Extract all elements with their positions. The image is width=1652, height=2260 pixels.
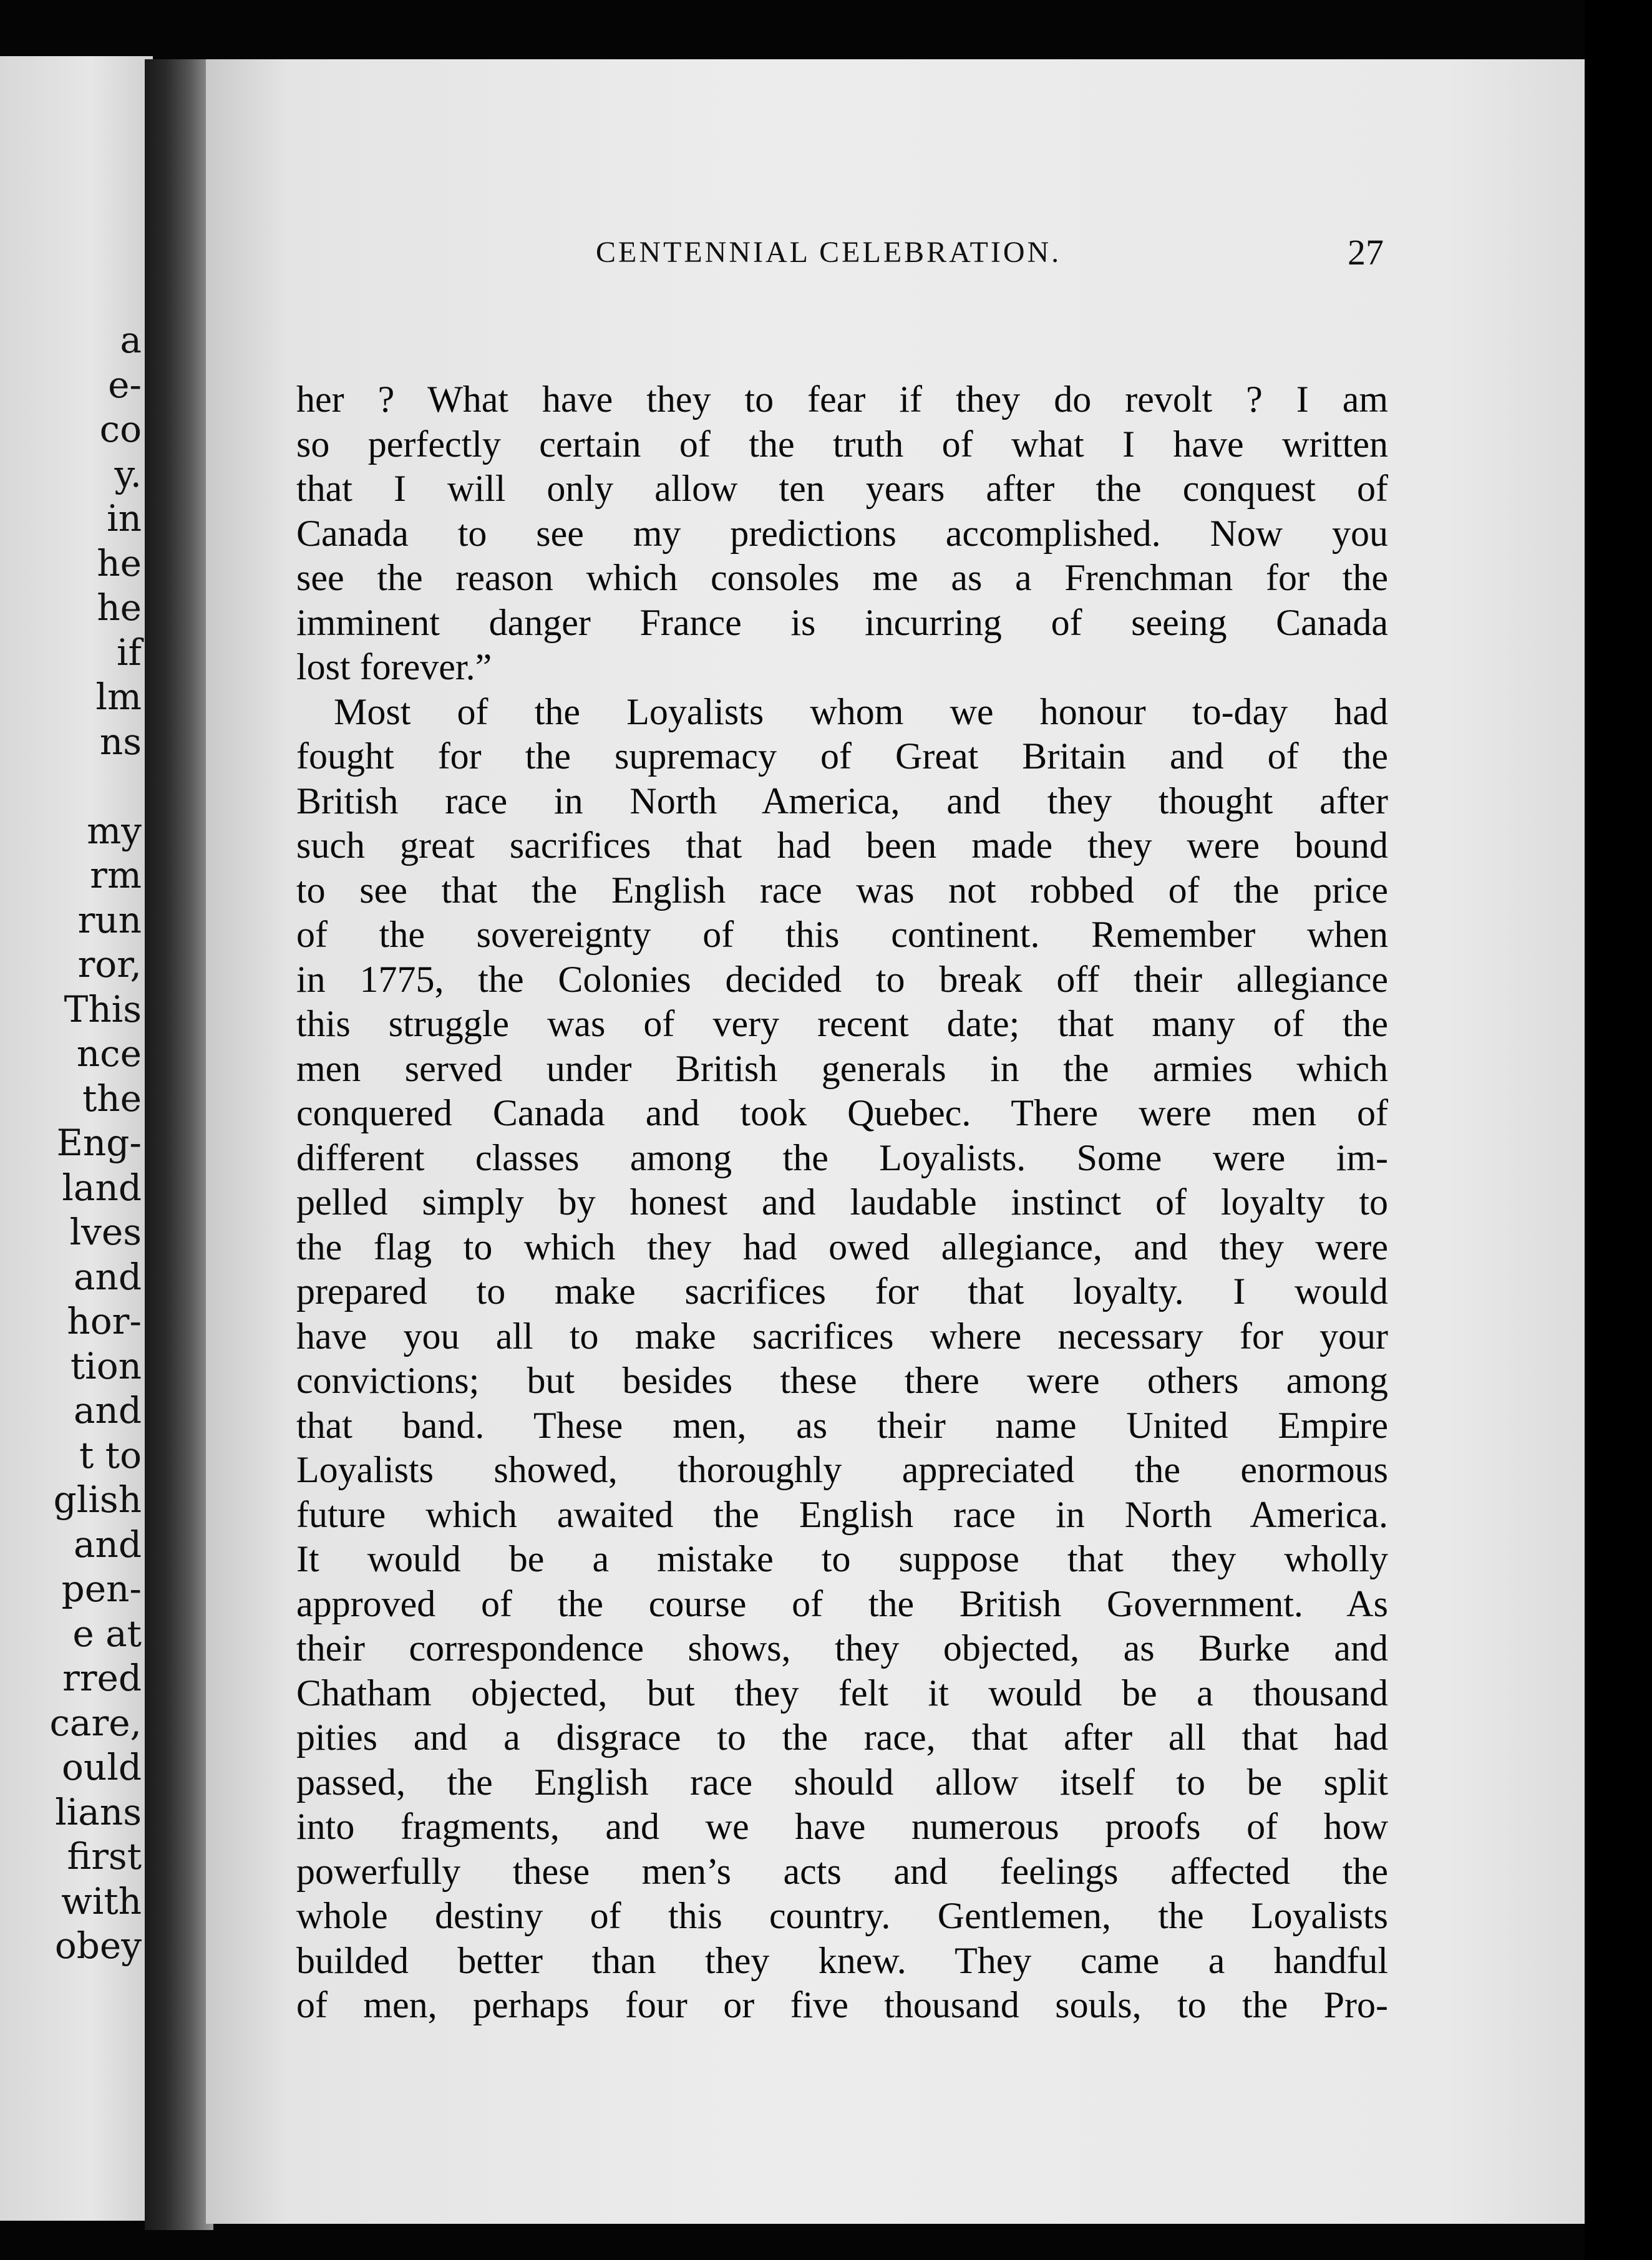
text-line: pities and a disgrace to the race, that after all that had xyxy=(296,1717,1388,1758)
facing-line: and xyxy=(73,1523,142,1566)
text-line: imminent danger France is incurring of seeing Canada xyxy=(296,601,1388,643)
facing-line: e at xyxy=(72,1612,142,1655)
facing-line: ns xyxy=(99,720,142,763)
facing-line: obey xyxy=(54,1924,142,1967)
text-line: into fragments, and we have numerous proofs of how xyxy=(296,1806,1388,1847)
text-line: the flag to which they had owed allegiance, and they were xyxy=(296,1226,1388,1268)
facing-line: with xyxy=(61,1879,142,1923)
facing-line: in xyxy=(107,497,142,540)
running-head xyxy=(206,228,1585,278)
facing-line: lves xyxy=(69,1211,142,1253)
facing-line: y. xyxy=(114,452,142,495)
facing-line: t to xyxy=(79,1433,142,1477)
book-gutter-shadow xyxy=(145,59,213,2230)
text-line: Loyalists showed, thoroughly appreciated the enormous xyxy=(296,1449,1388,1490)
facing-line: lm xyxy=(95,676,142,718)
facing-line: ror, xyxy=(77,943,142,986)
text-line: of the sovereignty of this continent. Remember when xyxy=(296,914,1388,955)
facing-line: nce xyxy=(76,1032,142,1075)
facing-line: he xyxy=(97,586,142,629)
text-line: that band. These men, as their name United Empire xyxy=(296,1404,1388,1446)
text-line: to see that the English race was not robbed of the price xyxy=(296,869,1388,911)
facing-line: first xyxy=(67,1835,142,1878)
facing-line xyxy=(49,764,142,809)
text-line: her ? What have they to fear if they do revolt ? I am xyxy=(296,379,1388,420)
text-line: approved of the course of the British Government. As xyxy=(296,1583,1388,1624)
text-line: powerfully these men’s acts and feelings affected the xyxy=(296,1850,1388,1892)
facing-line: co xyxy=(99,408,142,450)
text-line: men served under British generals in the armies which xyxy=(296,1047,1388,1089)
text-line: such great sacrifices that had been made they were bound xyxy=(296,825,1388,866)
text-line: fought for the supremacy of Great Britain and of the xyxy=(296,735,1388,777)
text-line: It would be a mistake to suppose that they wholly xyxy=(296,1538,1388,1579)
text-line: in 1775, the Colonies decided to break off their allegiance xyxy=(296,958,1388,1000)
facing-line: if xyxy=(116,631,142,674)
text-line: future which awaited the English race in North America. xyxy=(296,1493,1388,1535)
text-line: that I will only allow ten years after the conquest of xyxy=(296,468,1388,509)
facing-page-text xyxy=(49,318,142,1969)
text-line: so perfectly certain of the truth of what I have written xyxy=(296,423,1388,465)
running-title: CENTENNIAL CELEBRATION. xyxy=(596,236,1062,269)
facing-line: lians xyxy=(55,1790,142,1833)
text-line: their correspondence shows, they objected, as Burke and xyxy=(296,1627,1388,1669)
text-line: lost forever.” xyxy=(296,646,492,687)
text-line: convictions; but besides these there were others among xyxy=(296,1360,1388,1401)
text-line: prepared to make sacrifices for that loyalty. I would xyxy=(296,1271,1388,1312)
text-line: have you all to make sacrifices where necessary for your xyxy=(296,1315,1388,1357)
text-line: see the reason which consoles me as a Frenchman for the xyxy=(296,557,1388,598)
facing-line: rred xyxy=(62,1657,142,1699)
facing-line: and xyxy=(73,1255,142,1298)
facing-line: my xyxy=(87,809,142,852)
facing-line: he xyxy=(97,541,142,584)
facing-line: the xyxy=(82,1077,142,1120)
text-line: Most of the Loyalists whom we honour to-day had xyxy=(334,691,1388,732)
text-line: British race in North America, and they thought after xyxy=(296,780,1388,822)
page-number: 27 xyxy=(1348,232,1384,273)
facing-line: land xyxy=(62,1166,142,1209)
page-body-text xyxy=(296,377,1388,2028)
facing-line: glish xyxy=(53,1478,142,1521)
facing-line: rm xyxy=(90,854,142,896)
text-line: this struggle was of very recent date; that many of the xyxy=(296,1003,1388,1044)
facing-line: hor- xyxy=(67,1300,142,1342)
facing-line: care, xyxy=(49,1701,142,1744)
text-line: of men, perhaps four or five thousand souls, to the Pro- xyxy=(296,1984,1388,2025)
text-line: builded better than they knew. They came a handful xyxy=(296,1939,1388,1981)
facing-line: pen- xyxy=(61,1568,142,1610)
facing-line: Eng- xyxy=(56,1122,142,1164)
book-page xyxy=(206,59,1585,2224)
facing-line: e- xyxy=(108,363,142,406)
text-line: different classes among the Loyalists. Some were im- xyxy=(296,1137,1388,1178)
scan-border xyxy=(1585,0,1652,2260)
facing-line: run xyxy=(77,898,142,941)
facing-line: a xyxy=(120,319,142,361)
facing-line: ould xyxy=(62,1746,142,1788)
text-line: whole destiny of this country. Gentlemen, the Loyalists xyxy=(296,1895,1388,1936)
text-line: Chatham objected, but they felt it would be a thousand xyxy=(296,1672,1388,1714)
text-line: Canada to see my predictions accomplished. Now you xyxy=(296,512,1388,554)
text-line: conquered Canada and took Quebec. There were men of xyxy=(296,1092,1388,1133)
facing-line: This xyxy=(64,987,142,1031)
facing-line: and xyxy=(73,1389,142,1432)
text-line: pelled simply by honest and laudable instinct of loyalty to xyxy=(296,1181,1388,1223)
facing-page-edge xyxy=(0,56,153,2221)
facing-line: tion xyxy=(70,1344,142,1387)
text-line: passed, the English race should allow itself to be split xyxy=(296,1761,1388,1803)
